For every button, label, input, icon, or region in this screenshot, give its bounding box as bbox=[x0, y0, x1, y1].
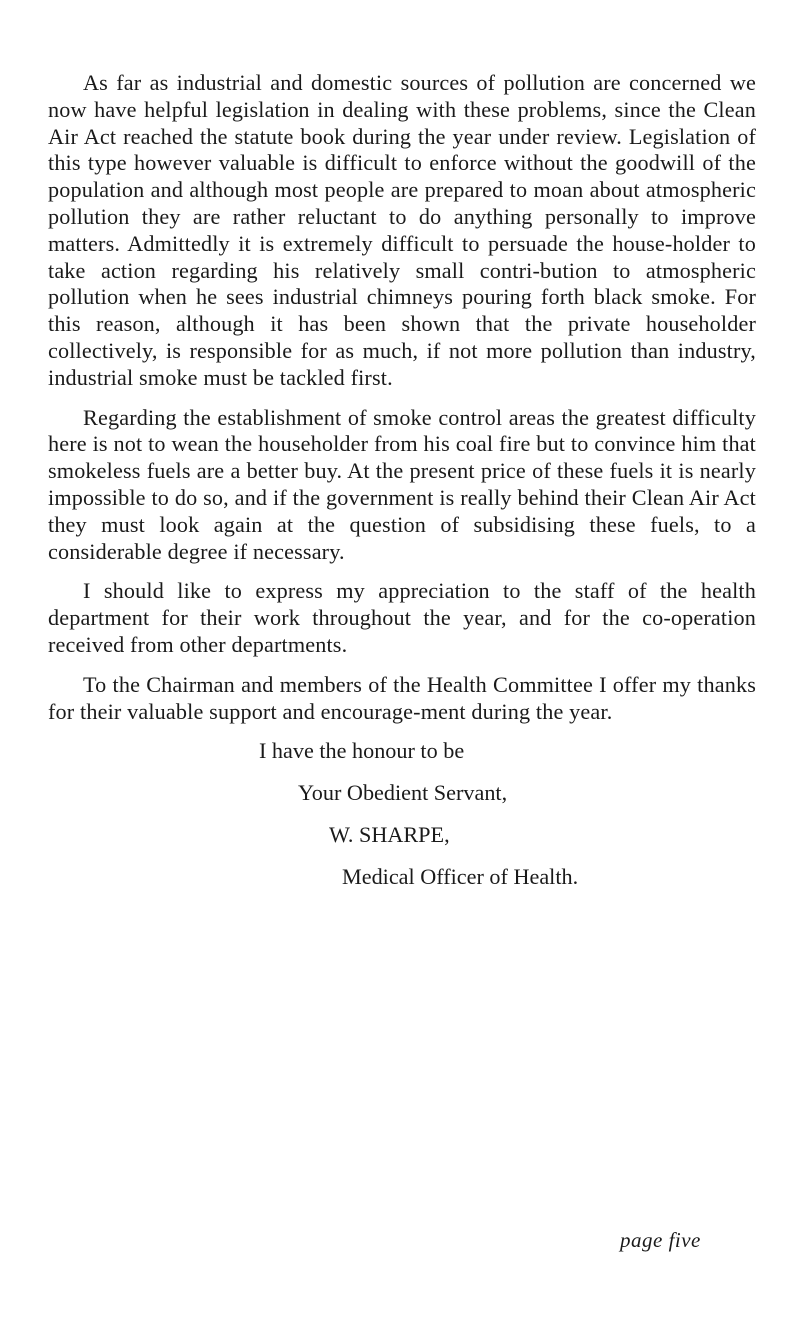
paragraph-staff-appreciation: I should like to express my appreciation to the staff of the health department for their work throughout the year, and for the co-operation received from other departments. bbox=[48, 578, 756, 657]
page-number-label: page five bbox=[620, 1228, 701, 1252]
document-page bbox=[48, 70, 756, 906]
signature-title: Medical Officer of Health. bbox=[342, 863, 579, 889]
closing-honour-line: I have the honour to be bbox=[259, 738, 465, 764]
paragraph-smoke-control-areas: Regarding the establishment of smoke control areas the greatest difficulty here is not to wean the householder from his coal fire but to convince him that smokeless fuels are a better buy. At the present price of these fuels it is nearly impossible to do so, and if the government is really behind their Clean Air Act they must look again at the question of subsidising these fuels, to a considerable degree if necessary. bbox=[48, 404, 756, 564]
closing-servant-line: Your Obedient Servant, bbox=[298, 780, 508, 806]
closing-block bbox=[48, 738, 756, 890]
paragraph-pollution-legislation: As far as industrial and domestic sources of pollution are concerned we now have helpful legislation in dealing with these problems, since the Clean Air Act reached the statute book during the year under review. Legislation of this type however valuable is difficult to enforce without the goodwill of the population and although most people are prepared to moan about atmospheric pollution they are rather reluctant to do anything personally to improve matters. Admittedly it is extremely difficult to persuade the house-holder to take action regarding his relatively small contri-bution to atmospheric pollution when he sees industrial chimneys pouring forth black smoke. For this reason, although it has been shown that the private householder collectively, is responsible for as much, if not more pollution than industry, industrial smoke must be tackled first. bbox=[48, 70, 756, 390]
signature-name: W. SHARPE, bbox=[329, 821, 450, 847]
paragraph-committee-thanks: To the Chairman and members of the Health Committee I offer my thanks for their valuable support and encourage-ment during the year. bbox=[48, 671, 756, 724]
